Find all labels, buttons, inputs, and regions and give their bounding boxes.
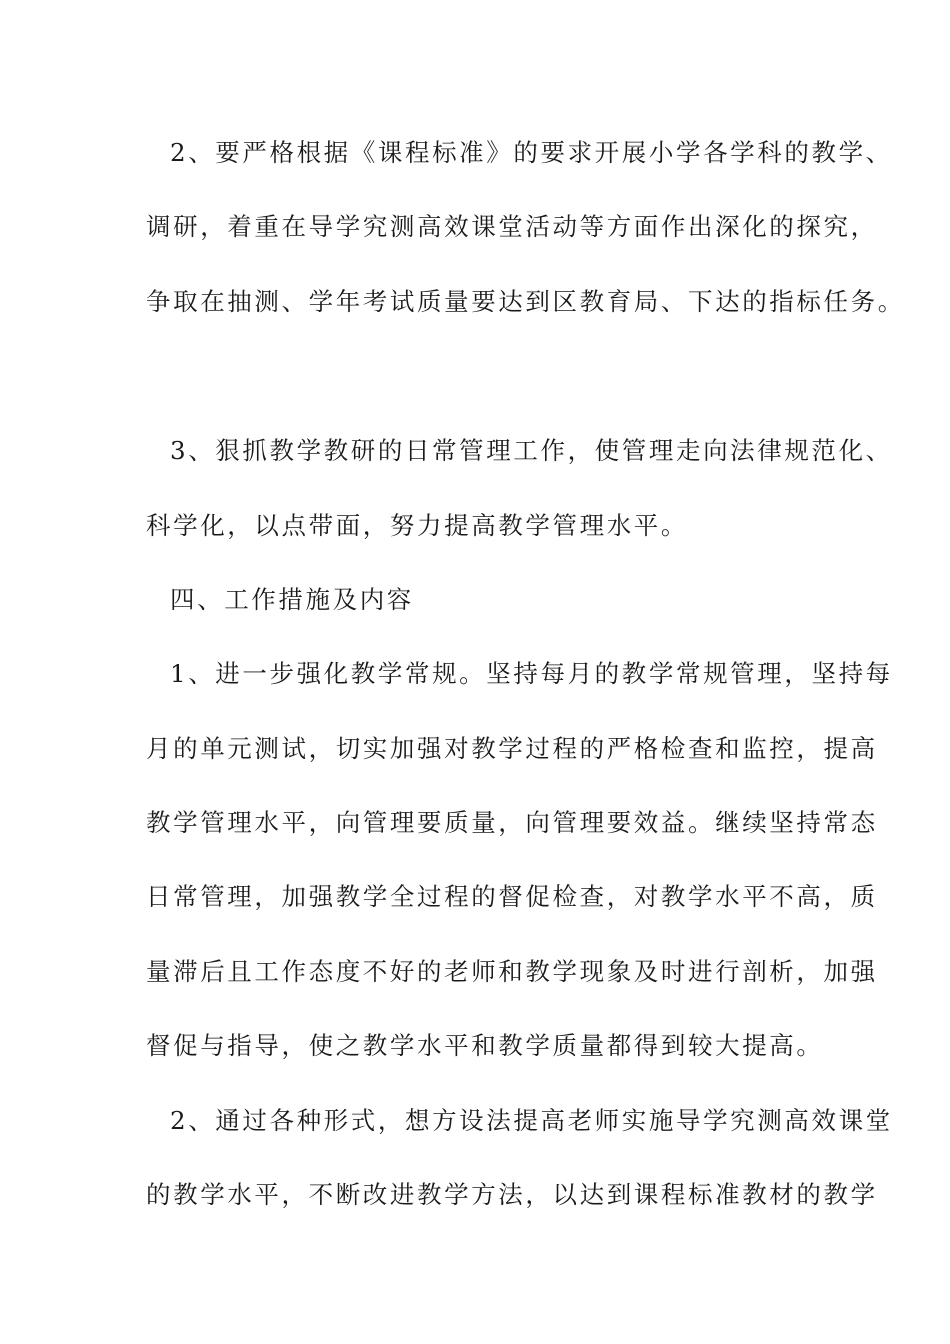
measure-1-line-4: 日常管理，加强教学全过程的督促检查，对教学水平不高，质 [146,882,878,911]
measure-1-line-3: 教学管理水平，向管理要质量，向管理要效益。继续坚持常态 [146,808,878,837]
measure-2-line-2: 的教学水平，不断改进教学方法，以达到课程标准教材的教学 [146,1180,878,1209]
paragraph-3-line-2: 科学化，以点带面，努力提高教学管理水平。 [146,511,688,540]
paragraph-3-line-1: 3、狠抓教学教研的日常管理工作，使管理走向法律规范化、 [170,436,893,465]
measure-1-line-2: 月的单元测试，切实加强对教学过程的严格检查和监控，提高 [146,734,878,763]
measure-2-line-1: 2、通过各种形式，想方设法提高老师实施导学究测高效课堂 [170,1106,893,1135]
measure-1-line-5: 量滞后且工作态度不好的老师和教学现象及时进行剖析，加强 [146,957,878,986]
paragraph-2-line-3: 争取在抽测、学年考试质量要达到区教育局、下达的指标任务。 [146,287,905,316]
section-heading: 四、工作措施及内容 [170,585,414,614]
paragraph-2-line-2: 调研，着重在导学究测高效课堂活动等方面作出深化的探究， [146,212,878,241]
paragraph-2-line-1: 2、要严格根据《课程标准》的要求开展小学各学科的教学、 [170,138,893,167]
measure-1-line-1: 1、进一步强化教学常规。坚持每月的教学常规管理，坚持每 [170,659,893,688]
measure-1-line-6: 督促与指导，使之教学水平和教学质量都得到较大提高。 [146,1031,824,1060]
